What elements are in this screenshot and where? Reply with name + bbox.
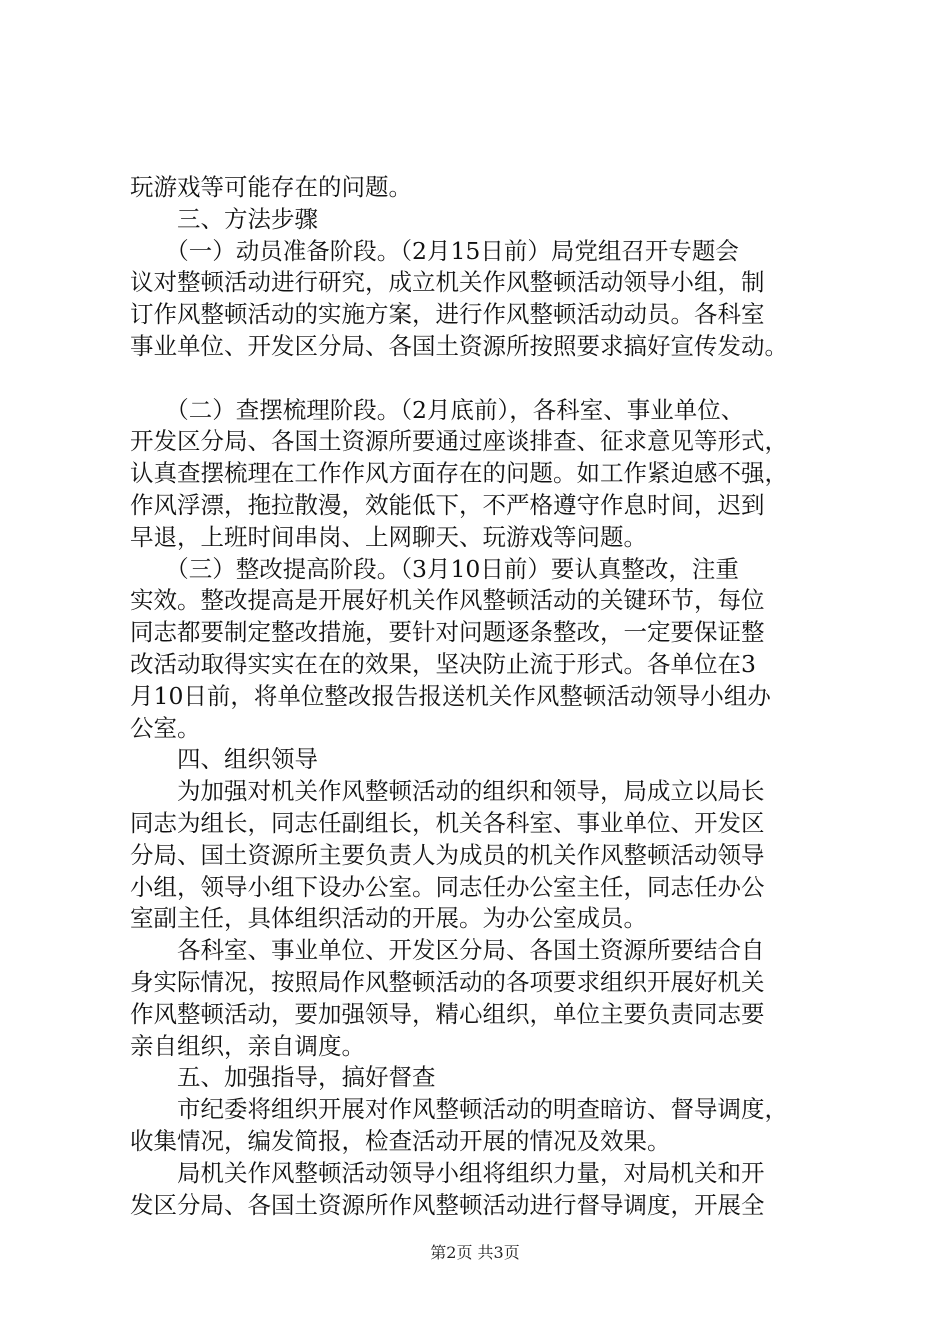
text-line: 开发区分局、各国土资源所要通过座谈排查、征求意见等形式， [130,427,788,456]
text-line: 身实际情况，按照局作风整顿活动的各项要求组织开展好机关 [130,967,765,996]
section-heading: 四、组织领导 [130,745,318,774]
text-line: 认真查摆梳理在工作作风方面存在的问题。如工作紧迫感不强， [130,459,788,488]
text-line: 作风整顿活动，要加强领导，精心组织，单位主要负责同志要 [130,999,765,1028]
text-line: 小组，领导小组下设办公室。同志任办公室主任，同志任办公 [130,872,765,901]
text-line: 发区分局、各国土资源所作风整顿活动进行督导调度，开展全 [130,1190,765,1219]
text-line: 为加强对机关作风整顿活动的组织和领导，局成立以局长 [130,777,765,806]
text-line: 分局、国土资源所主要负责人为成员的机关作风整顿活动领导 [130,840,765,869]
section-heading: 五、加强指导，搞好督查 [130,1063,436,1092]
text-line: （一）动员准备阶段。（2月15日前）局党组召开专题会 [130,236,739,265]
page-number-footer: 第2页 共3页 [430,1243,520,1262]
text-line: 实效。整改提高是开展好机关作风整顿活动的关键环节，每位 [130,586,765,615]
text-line: 事业单位、开发区分局、各国土资源所按照要求搞好宣传发动。 [130,331,788,360]
text-line: 改活动取得实实在在的效果，坚决防止流于形式。各单位在3 [130,649,756,678]
text-line: （二）查摆梳理阶段。（2月底前），各科室、事业单位、 [130,395,745,424]
text-line: 作风浮漂，拖拉散漫，效能低下，不严格遵守作息时间，迟到 [130,490,765,519]
section-heading: 三、方法步骤 [130,204,318,233]
text-line: 订作风整顿活动的实施方案，进行作风整顿活动动员。各科室 [130,300,765,329]
text-line: 同志为组长，同志任副组长，机关各科室、事业单位、开发区 [130,808,765,837]
text-line: 早退，上班时间串岗、上网聊天、玩游戏等问题。 [130,522,647,551]
text-line: 室副主任，具体组织活动的开展。为办公室成员。 [130,904,647,933]
text-line: 局机关作风整顿活动领导小组将组织力量，对局机关和开 [130,1158,765,1187]
text-line: 玩游戏等可能存在的问题。 [130,173,412,201]
text-line: 收集情况，编发简报，检查活动开展的情况及效果。 [130,1126,671,1155]
paragraph-gap [130,363,850,395]
text-line: 月10日前，将单位整改报告报送机关作风整顿活动领导小组办 [130,681,771,710]
text-line: 议对整顿活动进行研究，成立机关作风整顿活动领导小组，制 [130,268,765,297]
text-line: （三）整改提高阶段。（3月10日前）要认真整改，注重 [130,554,739,583]
document-body [130,172,850,1221]
text-line: 市纪委将组织开展对作风整顿活动的明查暗访、督导调度， [130,1095,788,1124]
text-line: 各科室、事业单位、开发区分局、各国土资源所要结合自 [130,936,765,965]
text-line: 公室。 [130,713,201,742]
text-line: 同志都要制定整改措施，要针对问题逐条整改，一定要保证整 [130,618,765,647]
text-line: 亲自组织，亲自调度。 [130,1031,365,1060]
